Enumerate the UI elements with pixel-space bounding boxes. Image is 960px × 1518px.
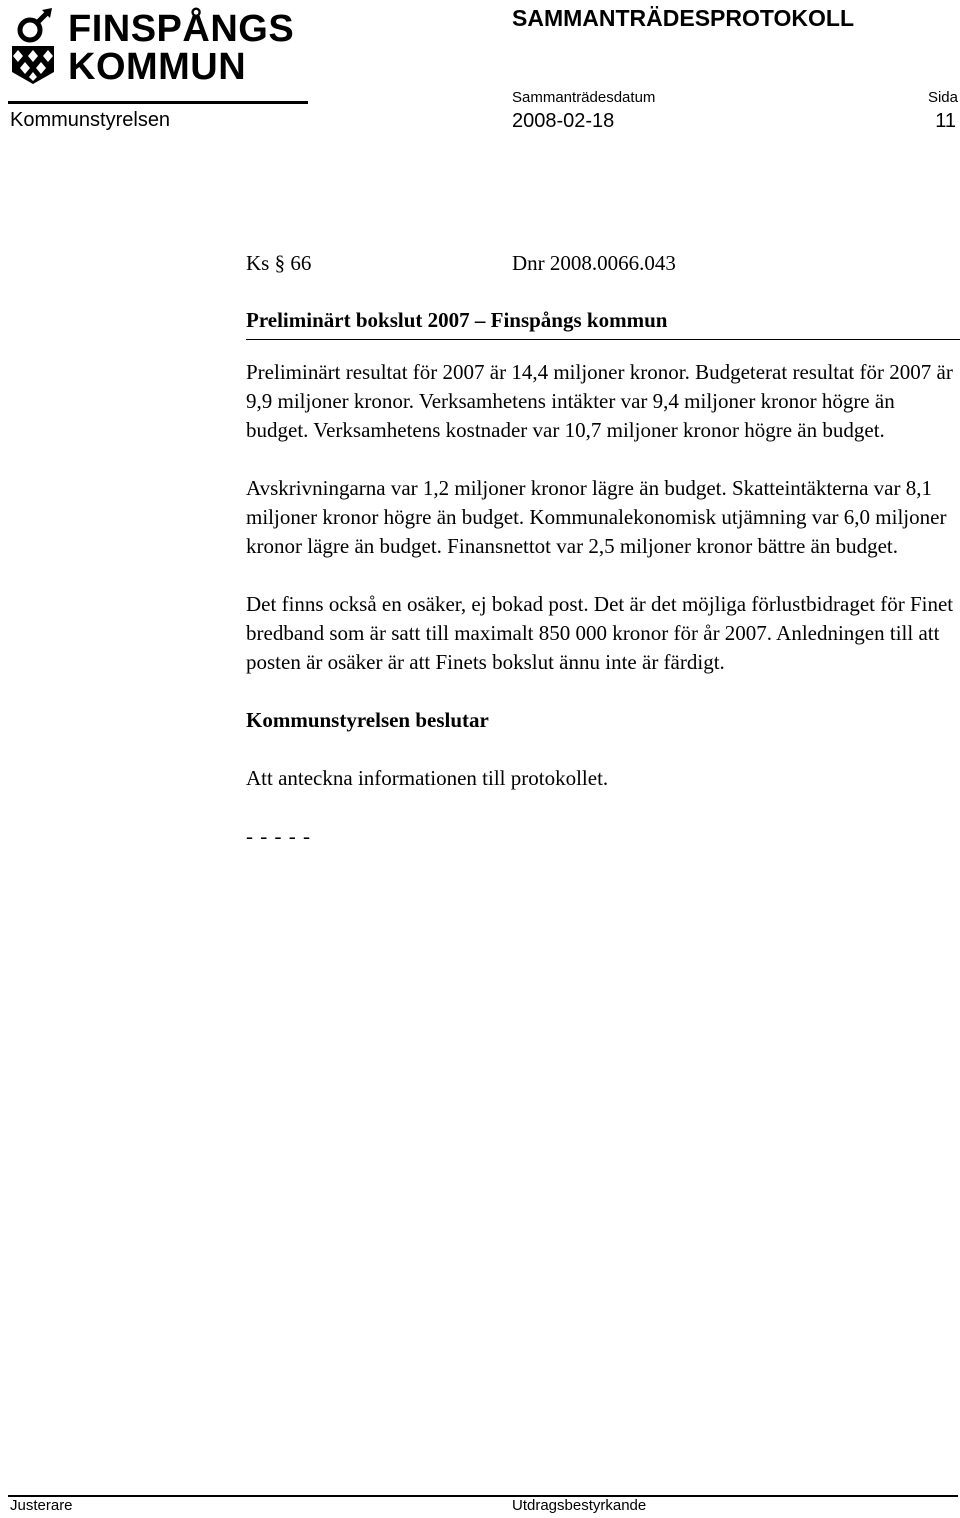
logo-wordmark-line1: FINSPÅNGS	[68, 8, 295, 50]
body-paragraph: Avskrivningarna var 1,2 miljoner kronor lägre än budget. Skatteintäkterna var 8,1 miljoner kronor högre än budget. Kommunalekonomisk utjämning var 6,0 miljoner kronor lägre än budget. Finansnettot var 2,5 miljoner kronor bättre än budget.	[246, 476, 947, 558]
logo-wordmark-line2: KOMMUN	[68, 46, 247, 88]
item-reference-row	[246, 249, 958, 278]
municipality-logo	[8, 6, 308, 86]
extract-certification-label: Utdragsbestyrkande	[512, 1497, 647, 1514]
document-type-heading: SAMMANTRÄDESPROTOKOLL	[512, 5, 855, 31]
registration-number: Dnr 2008.0066.043	[512, 251, 676, 275]
body-paragraph: Preliminärt resultat för 2007 är 14,4 miljoner kronor. Budgeterat resultat för 2007 är 9,9 miljoner kronor. Verksamhetens intäkter var 9,4 miljoner kronor högre än budget. Verksamhetens kostnader var 10,7 miljoner kronor högre än budget.	[246, 360, 953, 442]
adjuster-signature-label: Justerare	[10, 1497, 73, 1514]
title-underline	[246, 339, 960, 340]
protocol-item	[246, 249, 958, 851]
meeting-date-label: Sammanträdesdatum	[512, 89, 656, 106]
paragraph-reference: Ks § 66	[246, 251, 312, 275]
municipal-coat-of-arms-icon	[8, 6, 58, 86]
end-marker: - - - - -	[246, 824, 311, 848]
organization-name: Kommunstyrelsen	[10, 109, 171, 131]
decision-text: Att anteckna informationen till protokollet.	[246, 766, 609, 790]
meeting-date-value: 2008-02-18	[512, 110, 615, 132]
decision-heading: Kommunstyrelsen beslutar	[246, 708, 489, 732]
footer-divider	[8, 1495, 958, 1497]
header-divider	[8, 101, 308, 104]
item-title: Preliminärt bokslut 2007 – Finspångs kommun	[246, 308, 668, 332]
body-paragraph: Det finns också en osäker, ej bokad post. Det är det möjliga förlustbidraget för Finet bredband som är satt till maximalt 850 000 kronor för år 2007. Anledningen till att posten är osäker är att Finets bokslut ännu inte är färdigt.	[246, 592, 954, 674]
page-number-label: Sida	[927, 89, 958, 106]
page-number-value: 11	[935, 110, 956, 132]
